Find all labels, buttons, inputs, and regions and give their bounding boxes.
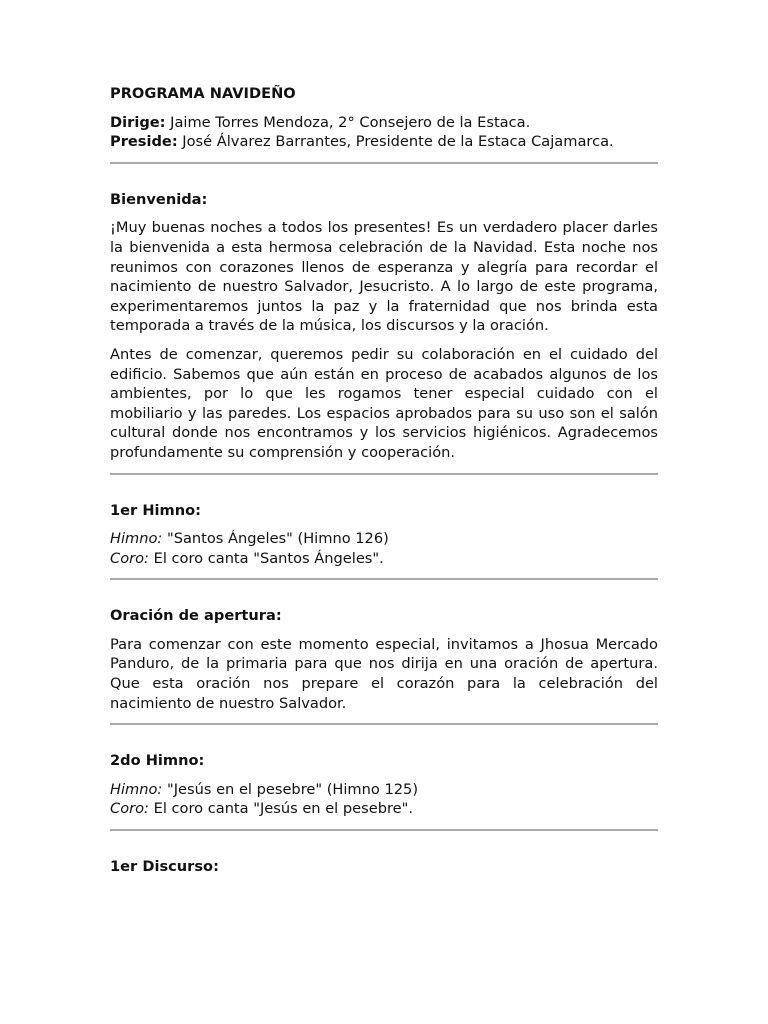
preside-line: [110, 132, 658, 152]
himno2-choir-value: El coro canta "Jesús en el pesebre".: [148, 800, 413, 818]
himno2-hymn-line: [110, 780, 658, 800]
section-divider: [110, 723, 658, 725]
program-title: PROGRAMA NAVIDEÑO: [110, 85, 296, 102]
himno1-heading: 1er Himno:: [110, 501, 202, 519]
dirige-line: [110, 113, 658, 133]
himno1-hymn-line: [110, 529, 658, 549]
himno2-hymn-value: "Jesús en el pesebre" (Himno 125): [162, 780, 419, 798]
preside-value: José Álvarez Barrantes, Presidente de la Estaca Cajamarca.: [177, 133, 614, 151]
himno2-choir-label: Coro:: [110, 800, 149, 818]
bienvenida-paragraph-1: ¡Muy buenas noches a todos los presentes! Es un verdadero placer darles la bienvenida a esta hermosa celebración de la Navidad. Esta noche nos reunimos con corazones llenos de esperanza y alegría para recordar el nacimiento de nuestro Salvador, Jesucristo. A lo largo de este programa, experimentaremos juntos la paz y la fraternidad que nos brinda esta temporada a través de la música, los discursos y la oración.: [110, 219, 658, 335]
document-page: [110, 84, 658, 886]
himno1-hymn-value: "Santos Ángeles" (Himno 126): [162, 530, 389, 548]
himno2-choir-line: [110, 799, 658, 819]
himno1-hymn-label: Himno:: [110, 530, 163, 548]
section-divider: [110, 473, 658, 475]
dirige-label: Dirige:: [110, 113, 166, 131]
himno2-heading: 2do Himno:: [110, 752, 205, 770]
preside-label: Preside:: [110, 133, 178, 151]
himno1-choir-label: Coro:: [110, 549, 149, 567]
discurso1-heading: 1er Discurso:: [110, 858, 219, 876]
dirige-value: Jaime Torres Mendoza, 2° Consejero de la Estaca.: [165, 113, 531, 131]
himno1-choir-value: El coro canta "Santos Ángeles".: [148, 549, 384, 567]
section-divider: [110, 162, 658, 164]
himno2-hymn-label: Himno:: [110, 780, 163, 798]
oracion-heading: Oración de apertura:: [110, 607, 282, 625]
bienvenida-paragraph-2: Antes de comenzar, queremos pedir su colaboración en el cuidado del edificio. Sabemos que aún están en proceso de acabados algunos de los ambientes, por lo que les rogamos tener especial cuidado con el mobiliario y las paredes. Los espacios aprobados para su uso son el salón cultural donde nos encontramos y los servicios higiénicos. Agradecemos profundamente su comprensión y cooperación.: [110, 345, 658, 461]
himno1-choir-line: [110, 549, 658, 569]
bienvenida-heading: Bienvenida:: [110, 190, 208, 208]
section-divider: [110, 829, 658, 831]
oracion-paragraph: Para comenzar con este momento especial, invitamos a Jhosua Mercado Panduro, de la primaria para que nos dirija en una oración de apertura. Que esta oración nos prepare el corazón para la celebración del nacimiento de nuestro Salvador.: [110, 635, 658, 712]
section-divider: [110, 578, 658, 580]
